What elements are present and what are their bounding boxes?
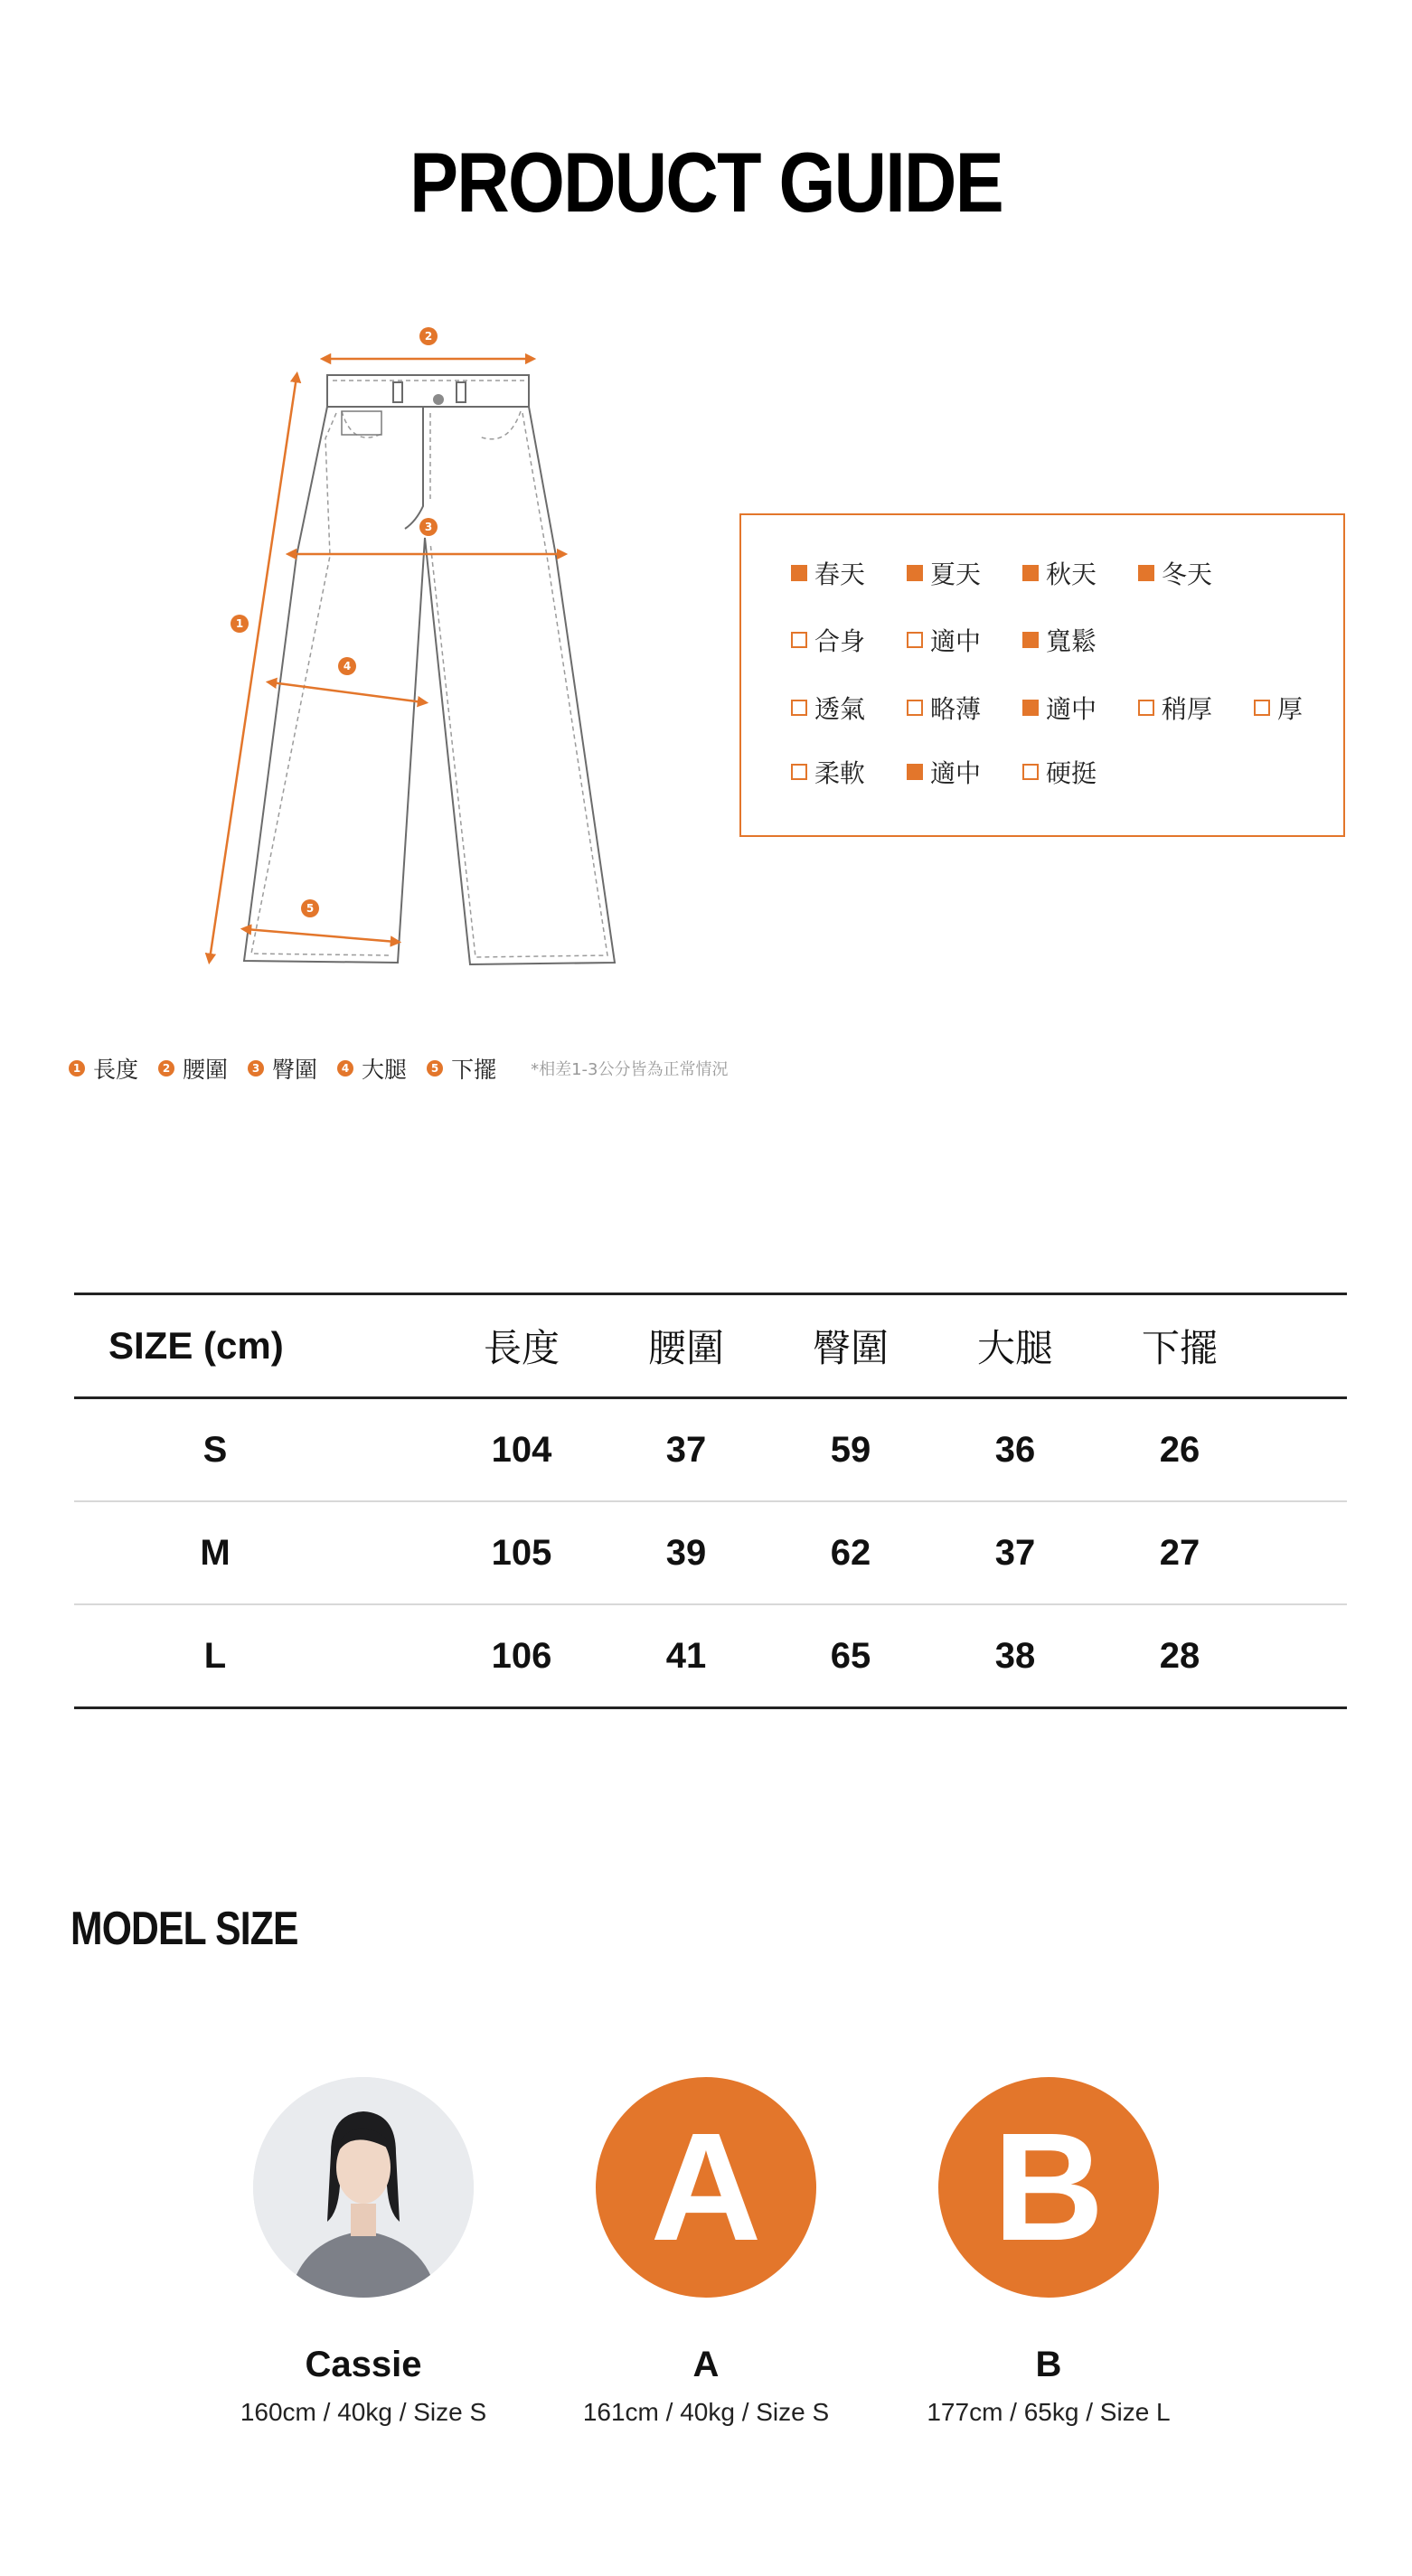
season-spring: 春天 (791, 555, 865, 591)
header-length: 長度 (483, 1326, 560, 1370)
thickness-breathable: 透氣 (791, 690, 865, 726)
length-measure-line (210, 377, 297, 959)
model-card-b: B B 177cm / 65kg / Size L (913, 2077, 1184, 2427)
unchecked-box-icon (791, 632, 807, 648)
legend-item-waist: 2 腰圍 (158, 1052, 228, 1085)
thickness-thick: 厚 (1254, 690, 1303, 726)
checked-box-icon (791, 565, 807, 581)
fit-regular: 適中 (907, 622, 981, 658)
unchecked-box-icon (791, 700, 807, 716)
texture-stiff: 硬挺 (1022, 754, 1097, 790)
table-row: S 104 37 59 36 26 (74, 1399, 1347, 1502)
pants-outline (244, 375, 615, 964)
legend-item-thigh: 4 大腿 (337, 1052, 407, 1085)
header-thigh: 大腿 (976, 1326, 1053, 1370)
header-hem: 下擺 (1141, 1326, 1218, 1370)
checked-box-icon (907, 565, 923, 581)
unchecked-box-icon (791, 764, 807, 780)
legend-item-length: 1 長度 (69, 1052, 138, 1085)
thickness-thicker: 稍厚 (1138, 690, 1212, 726)
checked-box-icon (1138, 565, 1154, 581)
svg-text:3: 3 (424, 521, 433, 533)
marker-2 (419, 327, 438, 345)
hem-measure-line (246, 929, 396, 942)
season-summer: 夏天 (907, 555, 981, 591)
header-waist: 腰圍 (647, 1326, 724, 1370)
texture-soft: 柔軟 (791, 754, 865, 790)
model-avatar-a: A (596, 2077, 816, 2298)
table-row: M 105 39 62 37 27 (74, 1502, 1347, 1605)
svg-text:1: 1 (235, 617, 244, 630)
legend-item-hip: 3 臀圍 (248, 1052, 317, 1085)
model-avatar-b: B (938, 2077, 1159, 2298)
model-size-title: MODEL SIZE (71, 1903, 298, 1955)
page-title: PRODUCT GUIDE (409, 135, 1003, 230)
season-winter: 冬天 (1138, 555, 1212, 591)
svg-text:2: 2 (424, 330, 433, 343)
checked-box-icon (907, 764, 923, 780)
measurement-legend (69, 1052, 728, 1085)
unchecked-box-icon (1022, 764, 1039, 780)
header-size: SIZE (cm) (108, 1324, 284, 1367)
marker-4 (338, 657, 356, 675)
fit-loose: 寬鬆 (1022, 622, 1097, 658)
svg-text:4: 4 (343, 660, 352, 672)
header-hip: 臀圍 (812, 1326, 889, 1370)
table-row: L 106 41 65 38 28 (74, 1605, 1347, 1709)
model-card-cassie: Cassie 160cm / 40kg / Size S (228, 2077, 499, 2427)
season-autumn: 秋天 (1022, 555, 1097, 591)
attribute-box (739, 513, 1345, 837)
thickness-medium: 適中 (1022, 690, 1097, 726)
unchecked-box-icon (1254, 700, 1270, 716)
pants-diagram (181, 312, 669, 990)
unchecked-box-icon (1138, 700, 1154, 716)
marker-1 (231, 615, 249, 633)
unchecked-box-icon (907, 700, 923, 716)
fit-slim: 合身 (791, 622, 865, 658)
person-portrait-icon (253, 2077, 474, 2298)
model-card-a: A A 161cm / 40kg / Size S (570, 2077, 842, 2427)
table-header-row (74, 1293, 1347, 1399)
unchecked-box-icon (907, 632, 923, 648)
texture-medium: 適中 (907, 754, 981, 790)
marker-3 (419, 518, 438, 536)
checked-box-icon (1022, 700, 1039, 716)
size-table (74, 1293, 1347, 1709)
thickness-thin: 略薄 (907, 690, 981, 726)
legend-item-hem: 5 下擺 (427, 1052, 496, 1085)
checked-box-icon (1022, 632, 1039, 648)
model-photo (253, 2077, 474, 2298)
tolerance-note: *相差1-3公分皆為正常情況 (531, 1060, 729, 1079)
checked-box-icon (1022, 565, 1039, 581)
svg-text:5: 5 (306, 902, 315, 915)
thigh-measure-line (271, 682, 423, 702)
marker-5 (301, 899, 319, 917)
